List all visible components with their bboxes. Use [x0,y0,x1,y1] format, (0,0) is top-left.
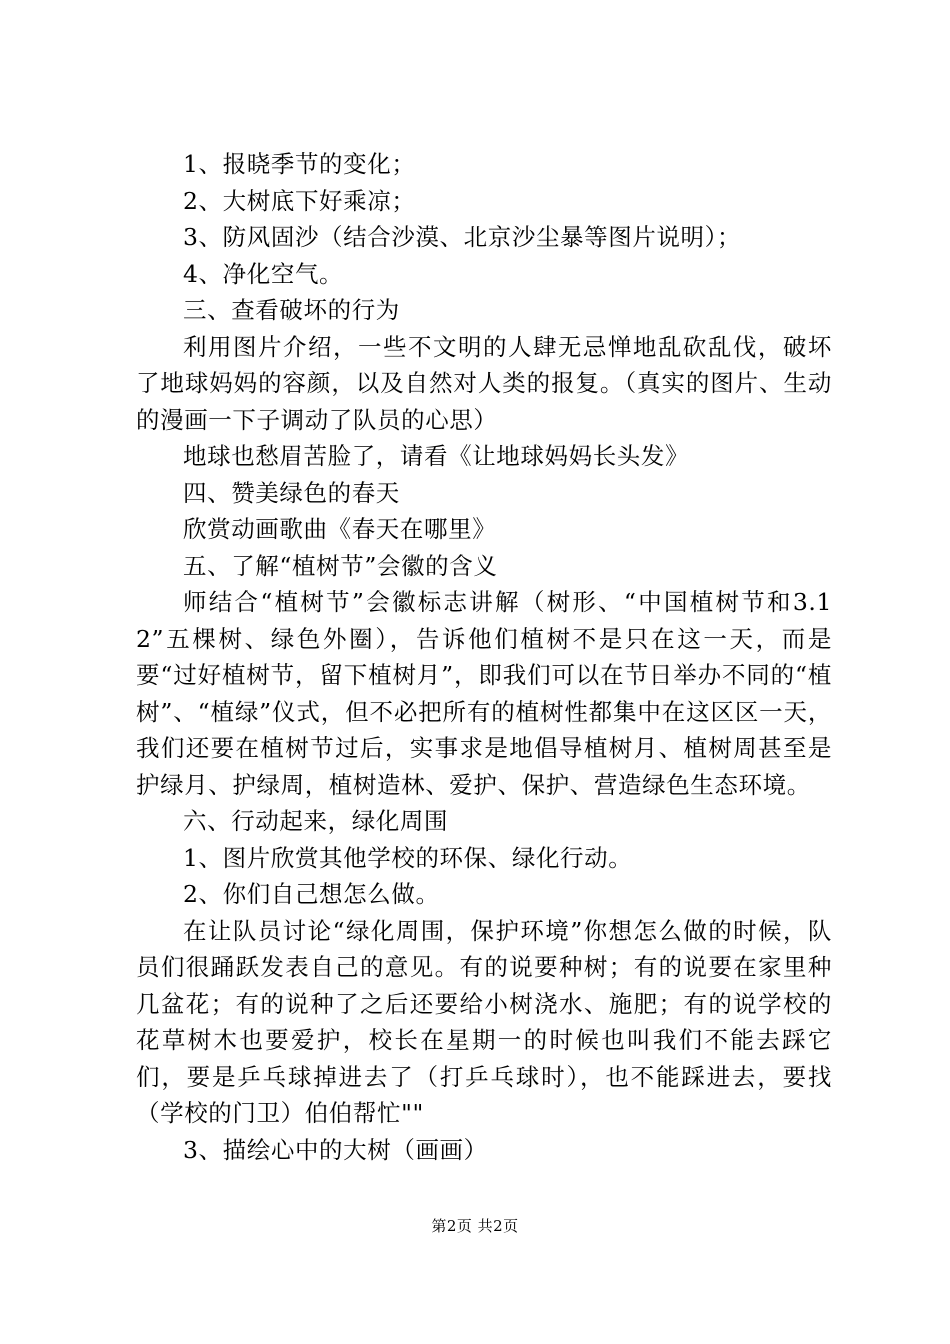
paragraph: 欣赏动画歌曲《春天在哪里》 [183,515,497,543]
paragraph: 1、图片欣赏其他学校的环保、绿化行动。 [183,843,633,872]
paragraph: 1、报晓季节的变化； [183,150,416,178]
paragraph: 3、描绘心中的大树（画画） [183,1135,488,1164]
paragraph: 2、大树底下好乘凉； [183,186,416,215]
section-heading: 三、查看破坏的行为 [183,296,400,324]
paragraph: 利用图片介绍，一些不文明的人肆无忌惮地乱砍乱伐，破坏了地球妈妈的容颜，以及自然对人类的报复。（真实的图片、生动的漫画一下子调动了队员的心思） [136,332,832,434]
page-footer: 第2页 共2页 [431,1217,519,1235]
document-body [136,146,832,1168]
paragraph: 在让队员讨论“绿化周围，保护环境”你想怎么做的时候，队员们很踊跃发表自己的意见。有的说要种树；有的说要在家里种几盆花；有的说种了之后还要给小树浇水、施肥；有的说学校的花草树木也要爱护，校长在星期一的时候也叫我们不能去踩它们，要是乒乓球掉进去了（打乒乓球时），也不能踩进去，要找（学校的门卫）伯伯帮忙"" [136,916,832,1127]
section-heading: 六、行动起来，绿化周围 [183,807,449,835]
paragraph: 2、你们自己想怎么做。 [183,880,440,908]
paragraph: 师结合“植树节”会徽标志讲解（树形、“中国植树节和3.12”五棵树、绿色外圈），告诉他们植树不是只在这一天，而是要“过好植树节，留下植树月”，即我们可以在节日举办不同的“植树”、“植绿”仪式，但不必把所有的植树性都集中在这区区一天，我们还要在植树节过后，实事求是地倡导植树月、植树周甚至是护绿月、护绿周，植树造林、爱护、保护、营造绿色生态环境。 [136,588,832,799]
section-heading: 四、赞美绿色的春天 [183,478,400,507]
paragraph: 地球也愁眉苦脸了，请看《让地球妈妈长头发》 [183,442,690,470]
section-heading: 五、了解“植树节”会徽的含义 [183,551,498,580]
paragraph: 4、净化空气。 [183,259,344,288]
paragraph: 3、防风固沙（结合沙漠、北京沙尘暴等图片说明）； [183,223,742,251]
